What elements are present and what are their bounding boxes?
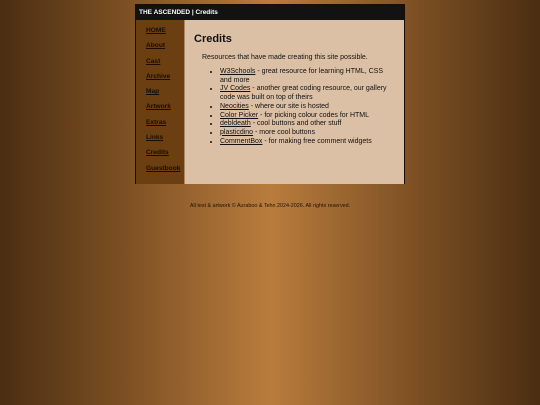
credit-desc: - more cool buttons <box>253 128 315 136</box>
list-item <box>220 85 396 102</box>
list-item <box>220 138 396 147</box>
credit-desc: - great resource for learning HTML, CSS and more <box>220 68 384 84</box>
sidebar-item-links[interactable]: Links <box>146 134 164 142</box>
main-content <box>184 20 404 184</box>
credit-link-jvcodes[interactable]: JV Codes <box>220 85 251 93</box>
credits-list <box>194 68 396 146</box>
sidebar-item-artwork[interactable]: Artwork <box>146 103 171 111</box>
credit-desc: - for picking colour codes for HTML <box>258 111 369 119</box>
credit-link-commentbox[interactable]: CommentBox <box>220 137 263 145</box>
credit-desc: - another great coding resource, our gallery code was built on top of theirs <box>220 85 387 102</box>
list-item <box>220 120 396 129</box>
page-title: Credits <box>194 33 232 45</box>
intro-text: Resources that have made creating this site possible. <box>202 54 368 61</box>
sidebar-item-credits[interactable]: Credits <box>146 149 169 157</box>
credit-link-debldeath[interactable]: debldeath <box>220 120 251 128</box>
site-frame <box>135 4 405 184</box>
sidebar-item-archive[interactable]: Archive <box>146 72 171 80</box>
credit-link-neocities[interactable]: Neocities <box>220 102 249 110</box>
sidebar-item-home[interactable]: HOME <box>146 27 166 34</box>
list-item <box>220 112 396 121</box>
footer-copyright: All text & artwork © Auraboo & Tehn 2024-2026. All rights reserved. <box>189 203 351 209</box>
credit-desc: - cool buttons and other stuff <box>250 120 342 128</box>
list-item <box>220 129 396 138</box>
sidebar-item-extras[interactable]: Extras <box>146 118 167 126</box>
sidebar-item-guestbook[interactable]: Guestbook <box>146 164 181 172</box>
credit-link-plasticdino[interactable]: plasticdino <box>220 128 254 136</box>
sidebar-item-about[interactable]: About <box>146 42 166 50</box>
credit-link-w3schools[interactable]: W3Schools <box>220 68 256 75</box>
credit-desc: - for making free comment widgets <box>262 137 372 145</box>
sidebar-nav <box>136 20 184 184</box>
site-title: THE ASCENDED | Credits <box>136 5 404 20</box>
list-item <box>220 103 396 112</box>
credit-link-colorpicker[interactable]: Color Picker <box>220 111 259 119</box>
credit-desc: - where our site is hosted <box>248 102 329 110</box>
sidebar-item-map[interactable]: Map <box>146 88 160 96</box>
sidebar-item-cast[interactable]: Cast <box>146 57 161 65</box>
list-item <box>220 68 396 85</box>
